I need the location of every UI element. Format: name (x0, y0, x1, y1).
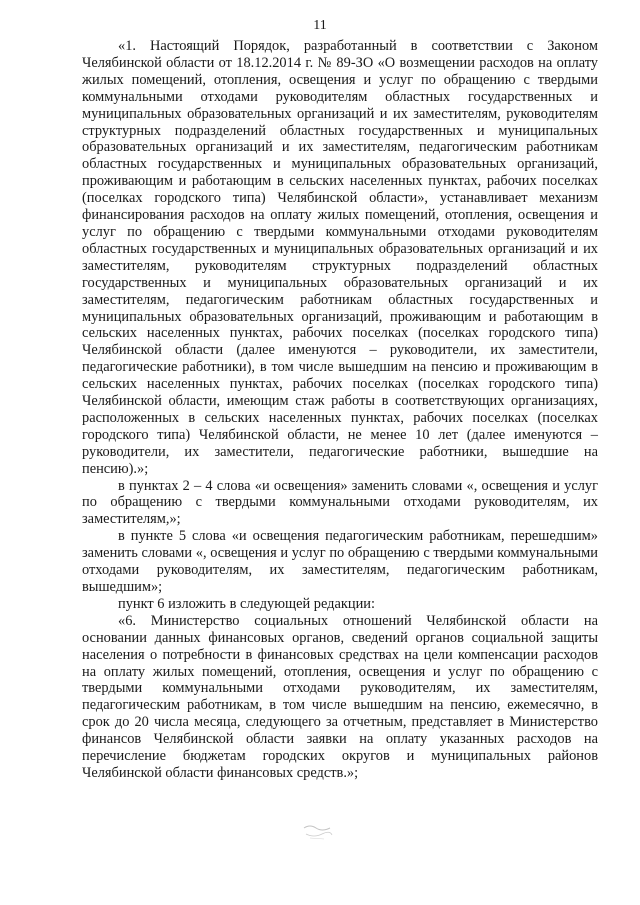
paragraph-point-6-intro: пункт 6 изложить в следующей редакции: (118, 595, 375, 612)
paragraph-amend-points-2-4: в пунктах 2 – 4 слова «и освещения» заменить словами «, освещения и услуг по обращению с твердыми коммунальными отходами руководителям, их заместителям,»; (82, 477, 598, 528)
stamp-mark (300, 822, 334, 842)
paragraph-point-6-text: «6. Министерство социальных отношений Челябинской области на основании данных финансовых органов, сведений органов социальной защиты населения о потребности в финансовых средствах на цели компенсации расходов на оплату жилых помещений, отопления, освещения и услуг по обращению с твердыми коммунальными отходами руководителям, их заместителям, педагогическим работникам, в том числе вышедшим на пенсию, ежемесячно, в срок до 20 числа месяца, следующего за отчетным, представляет в Министерство финансов Челябинской области заявки на оплату указанных расходов на перечисление бюджетам городских округов и муниципальных районов Челябинской области финансовых средств.»; (82, 612, 598, 781)
paragraph-order-clause-1: «1. Настоящий Порядок, разработанный в соответствии с Законом Челябинской области от 18.12.2014 г. № 89-ЗО «О возмещении расходов на оплату жилых помещений, отопления, освещения и услуг по обращению с твердыми коммунальными отходами руководителям областных государственных и муниципальных образовательных организаций и их заместителям, руководителям структурных подразделений областных государственных и муниципальных образовательных организаций и их заместителям, педагогическим работникам областных государственных и муниципальных образовательных организаций, проживающим и работающим в сельских населенных пунктах, рабочих поселках (поселках городского типа) Челябинской области», устанавливает механизм финансирования расходов на оплату жилых помещений, отопления, освещения и услуг по обращению с твердыми коммунальными отходами руководителям областных государственных и муниципальных образовательных организаций и их заместителям, руководителям структурных подразделений областных государственных и муниципальных образовательных организаций и их заместителям, педагогическим работникам областных государственных и муниципальных образовательных организаций, проживающим и работающим в сельских населенных пунктах, рабочих поселках (поселках городского типа) Челябинской области (далее именуются – руководители, их заместители, педагогические работники), в том числе вышедшим на пенсию и проживающим в сельских населенных пунктах, рабочих поселках (поселках городского типа) Челябинской области, имеющим стаж работы в соответствующих организациях, расположенных в сельских населенных пунктах, рабочих поселках (поселках городского типа) Челябинской области, не менее 10 лет (далее именуются – руководители, их заместители, педагогические работники, вышедшие на пенсию).»; (82, 38, 598, 477)
page-number: 11 (313, 18, 327, 33)
document-body (82, 38, 598, 782)
paragraph-amend-point-5: в пункте 5 слова «и освещения педагогическим работникам, перешедшим» заменить словами «, освещения и услуг по обращению с твердыми коммунальными отходами руководителям, их заместителям, педагогическим работникам, вышедшим»; (82, 528, 598, 595)
